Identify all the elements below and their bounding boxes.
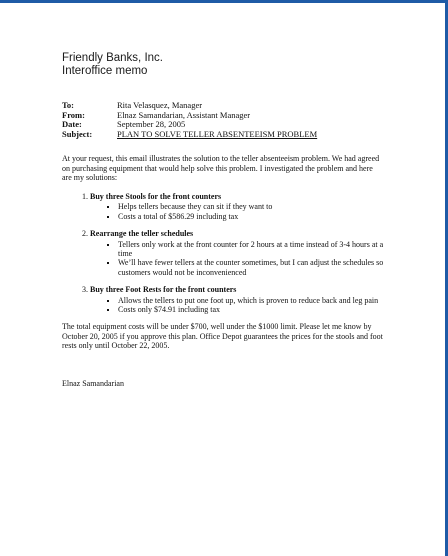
from-value: Elnaz Samandarian, Assistant Manager: [117, 109, 251, 120]
solution-point: ▪ Costs only $74.91 including tax: [118, 305, 392, 314]
solution-points: [90, 202, 392, 221]
closing-paragraph: The total equipment costs will be under $700, well under the $1000 limit. Please let me know by October 20, 2005 if you approve this plan. Office Depot guarantees the prices for the stools and foot rests only until October 22, 2005.: [62, 322, 383, 351]
from-label: From:: [62, 109, 85, 120]
solution-title: Buy three Foot Rests for the front counters: [90, 285, 237, 295]
solution-point: ▪ Tellers only work at the front counter for 2 hours at a time instead of 3-4 hours at a time: [118, 240, 392, 259]
memo-header: [62, 101, 392, 139]
top-border: [0, 0, 448, 3]
to-label: To:: [62, 100, 74, 110]
solution-points: [90, 296, 392, 315]
solutions-list: [62, 192, 392, 314]
solution-point: ▪ Helps tellers because they can sit if they want to: [118, 202, 392, 211]
solution-point: ▪ We’ll have fewer tellers at the counter sometimes, but I can adjust the schedules so customers would not be inconvenienced: [118, 258, 392, 277]
solution-point: ▪ Costs a total of $586.29 including tax: [118, 212, 392, 221]
subject-label: Subject:: [62, 128, 93, 139]
memo-type: Interoffice memo: [62, 65, 148, 77]
solution-point: ▪ Allows the tellers to put one foot up, which is proven to reduce back and leg pain: [118, 296, 392, 305]
from-row: [62, 111, 392, 121]
solution-item: [90, 285, 392, 314]
date-label: Date:: [62, 119, 82, 130]
intro-paragraph: At your request, this email illustrates the solution to the teller absenteeism problem. We had agreed on purchasing equipment that would help solve this problem. I investigated the problem and here are my solutions:: [62, 154, 380, 183]
subject-row: [62, 130, 392, 140]
to-value: Rita Velasquez, Manager: [117, 100, 203, 110]
subject-value: PLAN TO SOLVE TELLER ABSENTEEISM PROBLEM: [117, 128, 318, 139]
memo-page: [62, 52, 392, 388]
solution-item: [90, 192, 392, 221]
date-value: September 28, 2005: [117, 119, 186, 130]
solution-title: Rearrange the teller schedules: [90, 229, 194, 239]
signature: Elnaz Samandarian: [62, 378, 124, 388]
solution-title: Buy three Stools for the front counters: [90, 191, 222, 201]
company-name: Friendly Banks, Inc.: [62, 52, 163, 64]
solution-points: [90, 240, 392, 278]
solution-item: [90, 229, 392, 277]
